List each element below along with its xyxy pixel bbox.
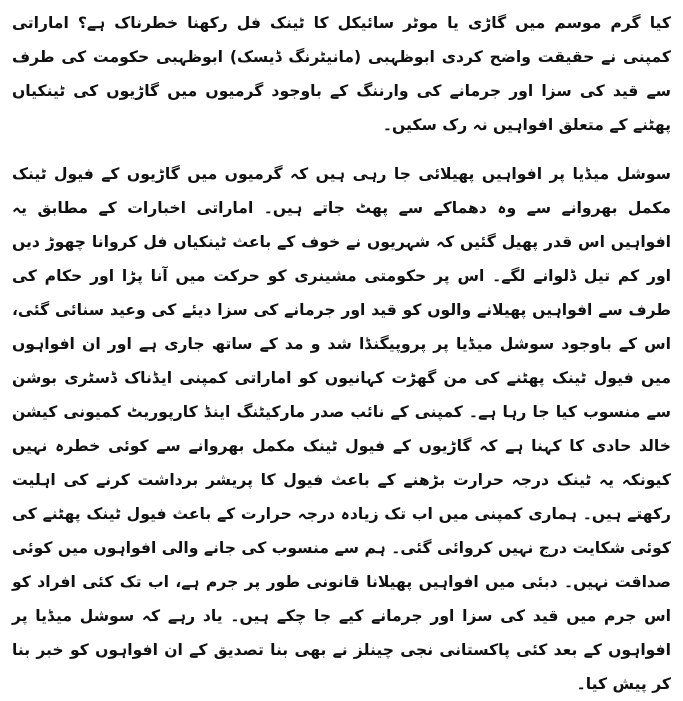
- article-paragraph-intro: کیا گرم موسم میں گاڑی یا موٹر سائیکل کا ٹینک فل رکھنا خطرناک ہے؟ اماراتی کمپنی نے حقیقت واضح کردی ابوظہبی (مانیٹرنگ ڈیسک) ابوظہبی حکومت کی طرف سے قید کی سزا اور جرمانے کی وارننگ کے باوجود گرمیوں میں گاڑیوں کی ٹینکیاں پھٹنے کے متعلق افواہیں نہ رک سکیں۔: [12, 14, 671, 134]
- article-paragraph-main: سوشل میڈیا پر افواہیں پھیلائی جا رہی ہیں کہ گرمیوں میں گاڑیوں کے فیول ٹینک مکمل بھروانے سے وہ دھماکے سے پھٹ جاتے ہیں۔ اماراتی اخبارات کے مطابق یہ افواہیں اس قدر پھیل گئیں کہ شہریوں نے خوف کے باعث ٹینکیاں فل کروانا چھوڑ دیں اور کم تیل ڈلوانے لگے۔ اس پر حکومتی مشینری کو حرکت میں آنا پڑا اور حکام کی طرف سے افواہیں پھیلانے والوں کو قید اور جرمانے کی سزا دیئے کی وعید سنائی گئی، اس کے باوجود سوشل میڈیا پر پروپیگنڈا شد و مد کے ساتھ جاری ہے اور ان افواہوں میں فیول ٹینک پھٹنے کی من گھڑت کہانیوں کو اماراتی کمپنی ایڈناک ڈسٹری بوشن سے منسوب کیا جا رہا ہے۔ کمپنی کے نائب صدر مارکیٹنگ اینڈ کارپوریٹ کمیونی کیشن خالد حادی کا کہنا ہے کہ گاڑیوں کے فیول ٹینک مکمل بھروانے سے کوئی خطرہ نہیں کیونکہ یہ ٹینک درجہ حرارت بڑھنے کے باعث فیول کا پریشر برداشت کرنے کی اہلیت رکھتے ہیں۔ ہماری کمپنی میں اب تک زیادہ درجہ حرارت کے باعث فیول ٹینک پھٹنے کی کوئی شکایت درج نہیں کروائی گئی۔ ہم سے منسوب کی جانے والی افواہوں میں کوئی صداقت نہیں۔ دبئی میں افواہیں پھیلانا قانونی طور پر جرم ہے، اب تک کئی افراد کو اس جرم میں قید کی سزا اور جرمانے کیے جا چکے ہیں۔ یاد رہے کہ سوشل میڈیا پر افواہوں کے بعد کئی پاکستانی نجی چینلز نے بھی بنا تصدیق کے ان افواہوں کو خبر بنا کر پیش کیا۔: [12, 165, 671, 693]
